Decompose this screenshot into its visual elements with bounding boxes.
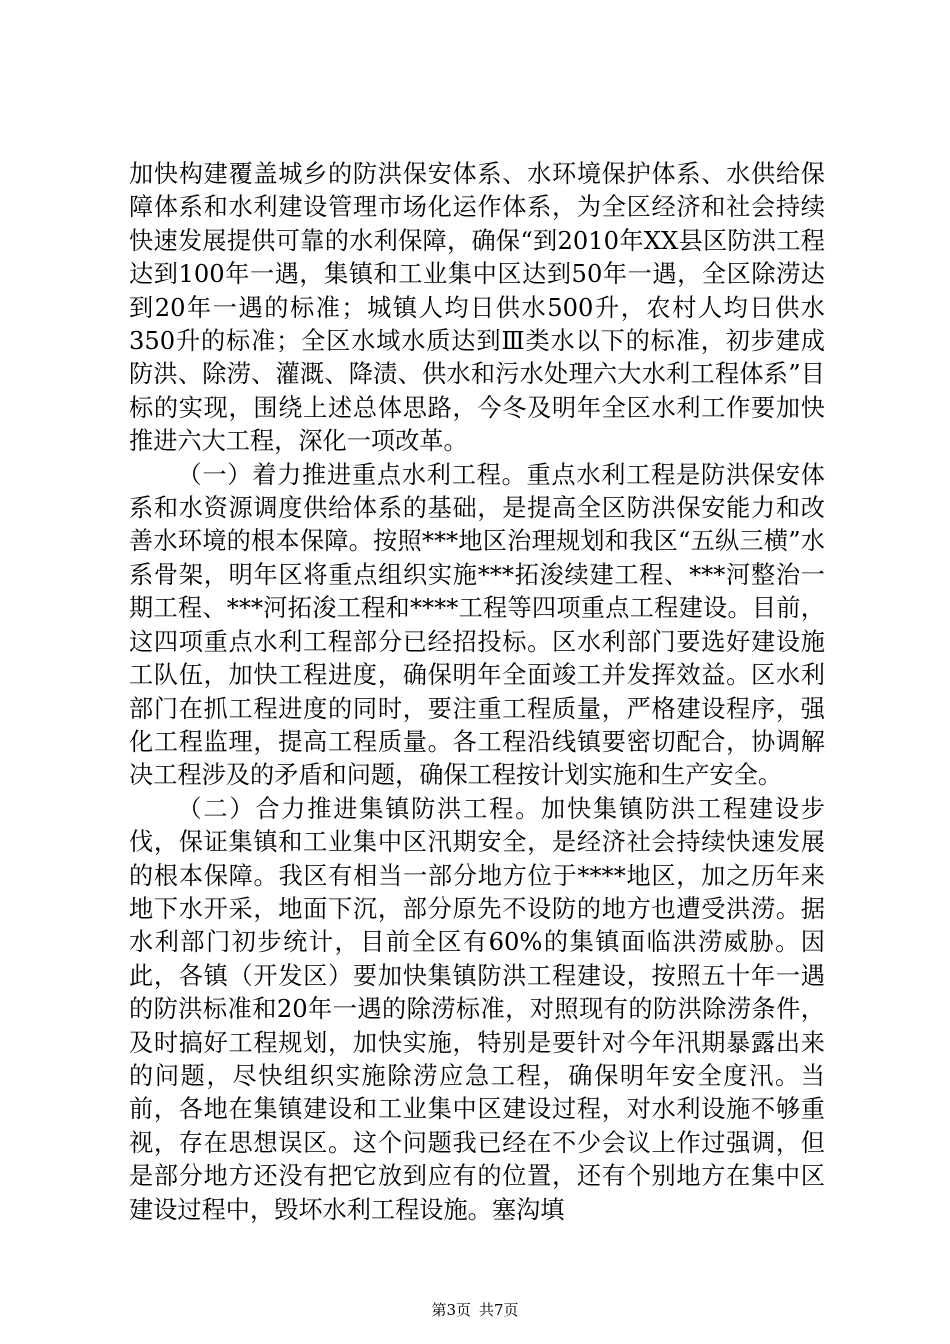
paragraph-town-flood-control: （二）合力推进集镇防洪工程。加快集镇防洪工程建设步伐，保证集镇和工业集中区汛期安全，是经济社会持续快速发展的根本保障。我区有相当一部分地方位于****地区，加之历年来地下水开采，地面下沉，部分原先不设防的地方也遭受洪涝。据水利部门初步统计，目前全区有60%的集镇面临洪涝威胁。因此，各镇（开发区）要加快集镇防洪工程建设，按照五十年一遇的防洪标准和20年一遇的除涝标准，对照现有的防洪除涝条件，及时搞好工程规划，加快实施，特别是要针对今年汛期暴露出来的问题，尽快组织实施除涝应急工程，确保明年安全度汛。当前，各地在集镇建设和工业集中区建设过程，对水利设施不够重视，存在思想误区。这个问题我已经在不少会议上作过强调，但是部分地方还没有把它放到应有的位置，还有个别地方在集中区建设过程中，毁坏水利工程设施。塞沟填 [129,794,825,1224]
paragraph-continuation: 加快构建覆盖城乡的防洪保安体系、水环境保护体系、水供给保障体系和水利建设管理市场化运作体系，为全区经济和社会持续快速发展提供可靠的水利保障，确保“到2010年XX县区防洪工程达到100年一遇，集镇和工业集中区达到50年一遇，全区除涝达到20年一遇的标准；城镇人均日供水500升，农村人均日供水350升的标准；全区水域水质达到Ⅲ类水以下的标准，初步建成防洪、除涝、灌溉、降渍、供水和污水处理六大水利工程体系”目标的实现，围绕上述总体思路，今冬及明年全区水利工作要加快推进六大工程，深化一项改革。 [129,160,825,456]
document-body [129,158,825,1227]
page-footer [0,1300,950,1320]
page-number: 第3页 [431,1301,471,1319]
paragraph-key-projects: （一）着力推进重点水利工程。重点水利工程是防洪保安体系和水资源调度供给体系的基础，是提高全区防洪保安能力和改善水环境的根本保障。按照***地区治理规划和我区“五纵三横”水系骨架，明年区将重点组织实施***拓浚续建工程、***河整治一期工程、***河拓浚工程和****工程等四项重点工程建设。目前，这四项重点水利工程部分已经招投标。区水利部门要选好建设施工队伍，加快工程进度，确保明年全面竣工并发挥效益。区水利部门在抓工程进度的同时，要注重工程质量，严格建设程序，强化工程监理，提高工程质量。各工程沿线镇要密切配合，协调解决工程涉及的矛盾和问题，确保工程按计划实施和生产安全。 [129,460,825,790]
page-total: 共7页 [479,1301,519,1319]
